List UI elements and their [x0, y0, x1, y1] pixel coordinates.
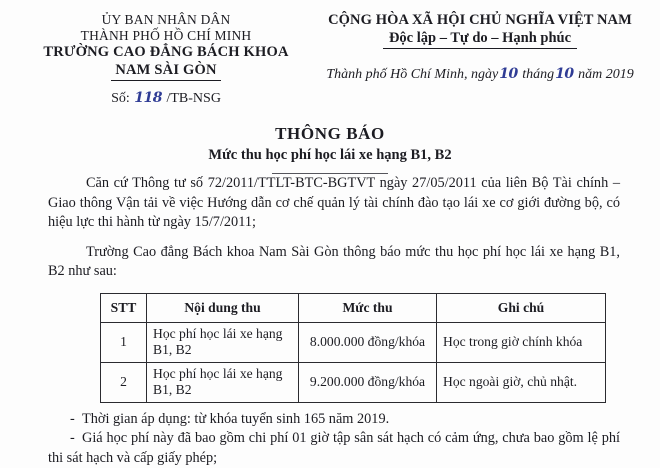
document-number-line: [16, 90, 316, 107]
column-header-muc-thu: Mức thu: [299, 293, 437, 322]
table-header-row: [101, 293, 606, 322]
cell-noi-dung-thu: Học phí học lái xe hạng B1, B2: [147, 362, 299, 402]
national-heading-block: [316, 10, 644, 107]
note-application-period: [48, 410, 620, 430]
cell-ghi-chu: Học trong giờ chính khóa: [437, 322, 606, 362]
authority-line-1: ỦY BAN NHÂN DÂN: [101, 12, 231, 27]
fee-table-container: [0, 293, 660, 403]
table-row: [101, 322, 606, 362]
column-header-ghi-chu: Ghi chú: [437, 293, 606, 322]
note-text: Thời gian áp dụng: từ khóa tuyển sinh 165 năm 2019.: [82, 410, 390, 427]
place-date-prefix: Thành phố Hồ Chí Minh, ngày: [326, 67, 499, 82]
cell-muc-thu: 8.000.000 đồng/khóa: [299, 322, 437, 362]
school-name-line: TRƯỜNG CAO ĐẲNG BÁCH KHOA: [43, 44, 289, 60]
cell-stt: 2: [101, 362, 147, 402]
cell-muc-thu: 9.200.000 đồng/khóa: [299, 362, 437, 402]
paragraph-legal-basis: Căn cứ Thông tư số 72/2011/TTLT-BTC-BGTVT ngày 27/05/2011 của liên Bộ Tài chính – Giao thông Vận tải về việc Hướng dẫn cơ chế quản lý tài chính đào tạo lái xe cơ giới đường bộ, có hiệu lực thi hành từ ngày 15/7/2011;: [48, 175, 620, 231]
cell-noi-dung-thu: Học phí học lái xe hạng B1, B2: [147, 322, 299, 362]
authority-line-2: THÀNH PHỐ HỒ CHÍ MINH: [80, 28, 252, 43]
note-dash-marker: -: [70, 410, 75, 427]
place-date-line: [316, 66, 644, 83]
table-row: [101, 362, 606, 402]
document-number-handwritten: 118: [134, 90, 162, 106]
document-number-label: Số:: [111, 91, 130, 106]
cell-stt: 1: [101, 322, 147, 362]
national-motto: Độc lập – Tự do – Hạnh phúc: [383, 30, 577, 49]
note-fee-inclusion: [48, 429, 620, 468]
document-header: [0, 0, 660, 107]
cell-ghi-chu: Học ngoài giờ, chủ nhật.: [437, 362, 606, 402]
month-label: tháng: [522, 67, 555, 82]
day-handwritten: 10: [499, 66, 518, 82]
document-number-suffix: /TB-NSG: [166, 91, 221, 106]
document-body: [0, 174, 660, 282]
issuing-authority-block: [16, 10, 316, 107]
school-name-underlined: NAM SÀI GÒN: [111, 62, 220, 81]
year-label: năm: [578, 67, 603, 82]
year-value: 2019: [605, 67, 634, 82]
document-notes: [0, 410, 660, 468]
document-title: THÔNG BÁO: [275, 124, 385, 143]
column-header-noi-dung-thu: Nội dung thu: [147, 293, 299, 322]
column-header-stt: STT: [101, 293, 147, 322]
note-dash-marker: -: [70, 430, 75, 447]
note-text: Giá học phí này đã bao gồm chi phí 01 giờ tập sân sát hạch có cảm ứng, chưa bao gồm lệ phí thi sát hạch và cấp giấy phép;: [48, 430, 620, 466]
month-handwritten: 10: [555, 66, 574, 82]
fee-table: [100, 293, 606, 403]
document-title-block: [0, 123, 660, 174]
national-name: CỘNG HÒA XÃ HỘI CHỦ NGHĨA VIỆT NAM: [328, 12, 632, 28]
paragraph-announcement: Trường Cao đẳng Bách khoa Nam Sài Gòn thông báo mức thu học phí học lái xe hạng B1, B2 như sau:: [48, 243, 620, 280]
document-subtitle: Mức thu học phí học lái xe hạng B1, B2: [208, 147, 452, 163]
